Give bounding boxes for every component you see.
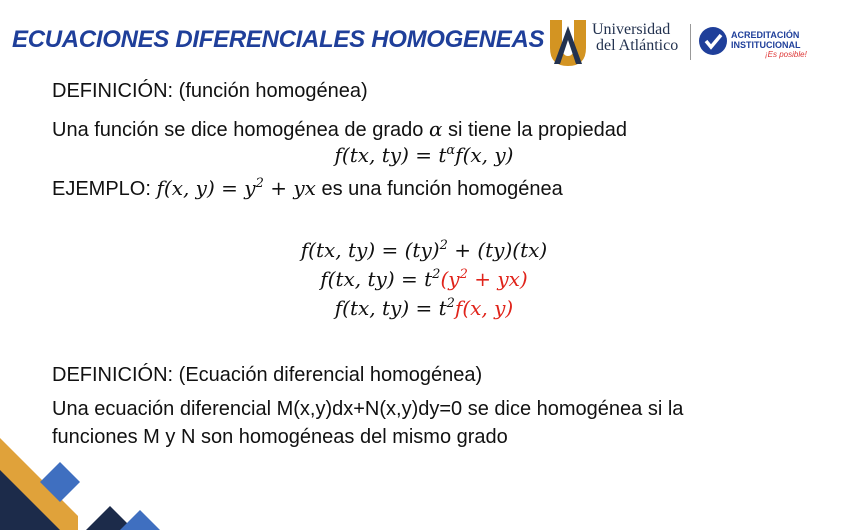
example-step-2-highlight: $(y^2 + yx)$ — [440, 267, 528, 291]
university-name — [592, 22, 678, 54]
accreditation-text — [731, 30, 807, 60]
accreditation-slogan: ¡Es posible! — [765, 50, 807, 59]
definition-text-before: Una función se dice homogénea de grado — [52, 119, 429, 141]
property-exponent: α — [446, 143, 456, 158]
accreditation-line1: ACREDITACIÓN — [731, 30, 800, 40]
example-text-after: es una función homogénea — [315, 178, 563, 200]
university-line1: Universidad — [592, 21, 671, 38]
example-line — [52, 176, 563, 201]
property-lhs: f(tx, ty) = t — [334, 143, 447, 167]
logo-area — [548, 16, 838, 68]
property-rhs: f(x, y) — [455, 143, 514, 167]
example-step-3-highlight: f(x, y) — [454, 296, 514, 320]
example-label: EJEMPLO: — [52, 178, 157, 200]
example-step-1: f(tx, ty) = (ty)$^2$ + (ty)(tx) — [300, 238, 548, 262]
accreditation-check-icon — [698, 26, 728, 56]
accreditation-line2: INSTITUCIONAL — [731, 40, 801, 50]
definition-heading-2: DEFINICIÓN: (Ecuación diferencial homogénea) — [52, 364, 483, 386]
example-step-2: f(tx, $ty) = t^2(y^2 + yx)$ — [320, 267, 528, 291]
homogeneity-property-equation — [0, 143, 848, 167]
logo-divider — [690, 24, 691, 60]
university-line2: del Atlántico — [596, 37, 679, 54]
definition-text-1 — [52, 117, 627, 142]
decorative-triangles — [0, 420, 170, 530]
example-function: f(x, $y) = y^2$ + yx — [156, 176, 316, 200]
definition-heading-1: DEFINICIÓN: (función homogénea) — [52, 80, 368, 102]
definition-text-2-line2: funciones M y N son homogéneas del mismo grado — [52, 426, 508, 448]
slide-title: ECUACIONES DIFERENCIALES HOMOGENEAS — [12, 26, 545, 53]
definition-text-after: si tiene la propiedad — [442, 119, 628, 141]
definition-text-2-line1: Una ecuación diferencial M(x,y)dx+N(x,y)dy=0 se dice homogénea si la — [52, 398, 684, 420]
degree-symbol: α — [428, 117, 443, 141]
example-step-3: f(tx, $ty) = t^2f(x$, y) — [334, 296, 514, 320]
university-logo-icon — [548, 16, 588, 68]
